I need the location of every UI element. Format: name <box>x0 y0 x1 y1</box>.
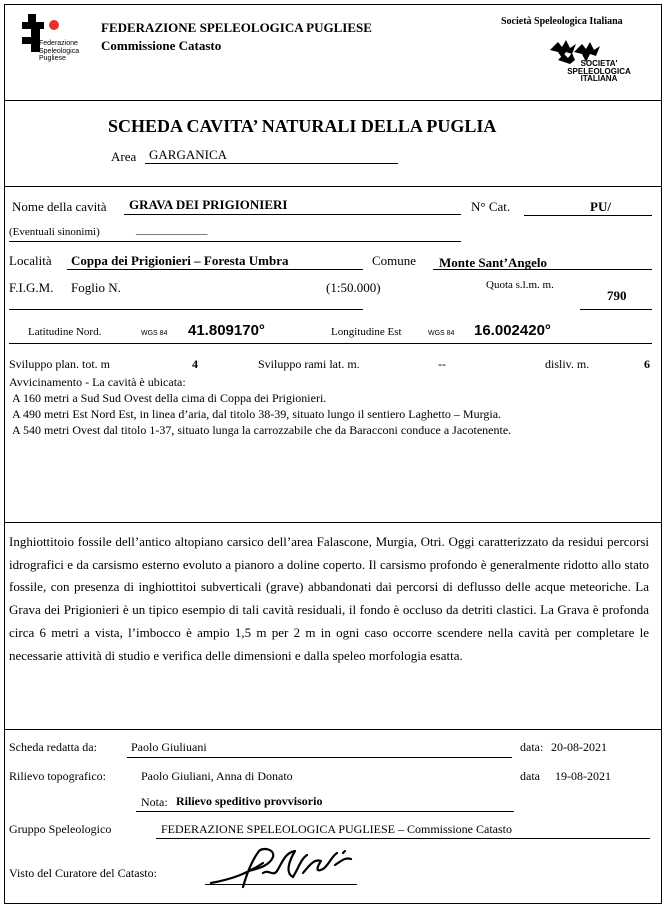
synonyms-label: (Eventuali sinonimi) <box>9 226 100 238</box>
cavity-name: GRAVA DEI PRIGIONIERI <box>129 197 288 212</box>
comune-underline <box>433 269 652 270</box>
redatta-underline <box>127 757 512 758</box>
redatta-value: Paolo Giuliuani <box>131 740 207 754</box>
rilievo-value: Paolo Giuliani, Anna di Donato <box>141 769 293 783</box>
lon-value: 16.002420° <box>474 322 551 339</box>
redatta-date: 20-08-2021 <box>551 740 607 754</box>
lon-datum: WGS 84 <box>428 330 455 337</box>
org-name: FEDERAZIONE SPELEOLOGICA PUGLIESE <box>101 20 372 35</box>
rilievo-date: 19-08-2021 <box>555 769 611 783</box>
lat-value: 41.809170° <box>188 322 265 339</box>
logo-line: SPELEOLOGICA <box>567 66 631 76</box>
lat-label: Latitudine Nord. <box>28 326 102 338</box>
divider <box>4 522 662 523</box>
ssi-name: Società Speleologica Italiana <box>501 16 623 27</box>
sviluppo-label: Sviluppo plan. tot. m <box>9 357 111 371</box>
name-label: Nome della cavità <box>12 199 107 214</box>
scale-label: (1:50.000) <box>326 280 381 295</box>
gruppo-value: FEDERAZIONE SPELEOLOGICA PUGLIESE – Commissione Catasto <box>161 822 512 836</box>
curator-signature <box>203 843 363 893</box>
divider <box>4 729 662 730</box>
rami-value: -- <box>438 357 446 371</box>
localita-value: Coppa dei Prigionieri – Foresta Umbra <box>71 253 289 268</box>
cat-underline <box>524 215 652 216</box>
page-title: SCHEDA CAVITA’ NATURALI DELLA PUGLIA <box>108 116 497 136</box>
localita-underline <box>67 269 363 270</box>
sviluppo-value: 4 <box>192 357 198 371</box>
disliv-value: 6 <box>644 357 650 371</box>
rilievo-date-label: data <box>520 769 540 783</box>
name-underline <box>124 214 461 215</box>
synonyms-underline <box>9 241 461 242</box>
rami-label: Sviluppo rami lat. m. <box>258 357 360 371</box>
synonyms-value: _____________ <box>136 224 208 236</box>
disliv-label: disliv. m. <box>545 357 590 371</box>
quota-label: Quota s.l.m. m. <box>486 279 554 291</box>
nota-underline <box>136 811 514 812</box>
coords-underline <box>9 343 652 344</box>
cat-label: N° Cat. <box>471 199 511 214</box>
comune-label: Comune <box>372 253 417 268</box>
localita-label: Località <box>9 253 52 268</box>
nota-label: Nota: <box>141 795 168 809</box>
figm-label: F.I.G.M. <box>9 280 54 295</box>
approach-line: A 540 metri Ovest dal titolo 1-37, situato lunga la carrozzabile che da Baracconi conduce a Jacotenente. <box>12 423 512 437</box>
figm-underline <box>9 309 363 310</box>
redatta-date-label: data: <box>520 740 544 754</box>
lat-datum: WGS 84 <box>141 330 168 337</box>
logo-line: SOCIETA' <box>580 59 618 68</box>
divider <box>4 186 662 187</box>
description-text: Inghiottitoio fossile dell’antico altopiano carsico dell’area Falascone, Murgia, Otri. Oggi caratterizzato da residui percorsi idrografici e da carsismo esterno evoluto a pianoro a doline coperto. Il carsismo profondo è generalmente ridotto allo stato fossile, con presenza di inghiottitoi subverticali (grave) abbandonati dai percorsi di deflusso delle acque meteoriche. La Grava dei Prigionieri è un tipico esempio di tali cavità residuali, il fondo è occluso da detriti clastici. La Grava è profonda circa 6 metri a vista, l’imbocco è ampio 1,5 m per 2 m in ogni caso occorre scendere nella cavità per completare le necessarie attività di studio e verifica delle dimensioni e dalla speleo morfologia esatta. <box>9 534 649 663</box>
lon-label: Longitudine Est <box>331 326 402 338</box>
area-underline <box>145 163 398 164</box>
approach-line: A 490 metri Est Nord Est, in linea d’aria, dal titolo 38-39, situato lungo il sentiero Laghetto – Murgia. <box>12 407 502 421</box>
quota-value: 790 <box>607 288 627 303</box>
area-label: Area <box>111 149 137 164</box>
rilievo-label: Rilievo topografico: <box>9 769 106 783</box>
gruppo-underline <box>156 838 650 839</box>
logo-line: ITALIANA <box>580 74 618 83</box>
logo-line: Speleologica <box>39 47 80 55</box>
fsp-logo <box>22 12 92 68</box>
approach-label: Avvicinamento - La cavità è ubicata: <box>9 375 186 389</box>
gruppo-label: Gruppo Speleologico <box>9 822 112 836</box>
approach-line: A 160 metri a Sud Sud Ovest della cima di Coppa dei Prigionieri. <box>12 391 327 405</box>
logo-line: Federazione <box>39 40 78 47</box>
comune-value: Monte Sant’Angelo <box>439 255 547 270</box>
ssi-logo <box>548 38 648 90</box>
logo-line: Pugliese <box>39 55 66 62</box>
foglio-label: Foglio N. <box>71 280 121 295</box>
area-value: GARGANICA <box>149 147 227 162</box>
redatta-label: Scheda redatta da: <box>9 740 97 754</box>
divider <box>4 100 662 101</box>
cat-value: PU/ <box>590 199 611 214</box>
nota-value: Rilievo speditivo provvisorio <box>176 794 323 808</box>
visto-label: Visto del Curatore del Catasto: <box>9 866 157 880</box>
quota-underline <box>580 309 652 310</box>
org-sub: Commissione Catasto <box>101 38 222 53</box>
